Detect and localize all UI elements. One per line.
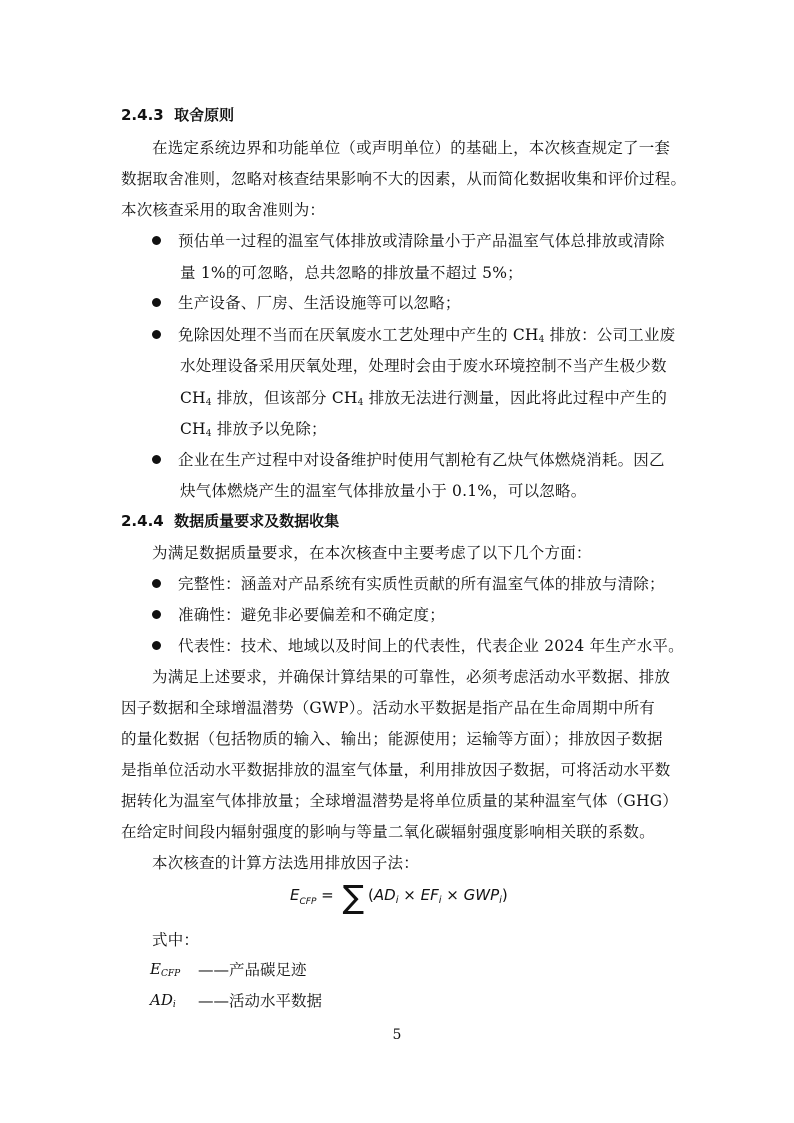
bullet-icon — [152, 455, 161, 464]
section-number: 2.4.4 — [121, 512, 164, 530]
bullet-text: 准确性：避免非必要偏差和不确定度； — [178, 606, 445, 624]
subscript: 4 — [357, 398, 364, 408]
bullet-icon — [152, 330, 161, 339]
section-heading-2-4-3 — [121, 104, 234, 125]
formula-symbol: GWP — [463, 886, 500, 904]
formula-subscript: i — [499, 895, 502, 906]
text-run: 排放无法进行测量，因此将此过程中产生的 — [363, 389, 668, 407]
carbon-footprint-formula — [290, 878, 508, 914]
paragraph-line: 据转化为温室气体排放量；全球增温潜势是将单位质量的某种温室气体（GHG） — [121, 792, 678, 810]
paragraph-line: 数据取舍准则，忽略对核查结果影响不大的因素，从而简化数据收集和评价过程。 — [121, 170, 687, 188]
bullet-icon — [152, 298, 161, 307]
definition-symbol — [150, 960, 180, 979]
text-run: CH — [180, 389, 206, 407]
where-label: 式中： — [152, 931, 200, 949]
bullet-text — [178, 323, 675, 345]
text-run: CH — [180, 420, 206, 438]
summation-icon: ∑ — [342, 878, 365, 916]
bullet-icon — [152, 236, 161, 245]
bullet-icon — [152, 579, 161, 588]
paragraph-line: 在选定系统边界和功能单位（或声明单位）的基础上，本次核查规定了一套 — [152, 139, 671, 157]
bullet-text: 水处理设备采用厌氧处理，处理时会由于废水环境控制不当产生极少数 — [180, 357, 667, 375]
formula-symbol: E — [290, 886, 300, 904]
formula-paren: ) — [501, 886, 508, 904]
text-run: 排放，但该部分 CH — [211, 389, 358, 407]
text-run: 排放：公司工业废 — [544, 326, 676, 344]
bullet-icon — [152, 610, 161, 619]
formula-symbol: AD — [373, 886, 396, 904]
paragraph-line: 的量化数据（包括物质的输入、输出；能源使用；运输等方面）；排放因子数据 — [121, 730, 663, 748]
section-heading-2-4-4 — [121, 510, 339, 531]
paragraph-line: 因子数据和全球增温潜势（GWP）。活动水平数据是指产品在生命周期中所有 — [121, 699, 655, 717]
bullet-text: 生产设备、厂房、生活设施等可以忽略； — [178, 294, 461, 312]
symbol-text: AD — [150, 991, 173, 1009]
symbol-text: E — [150, 960, 161, 978]
subscript: 4 — [205, 398, 212, 408]
paragraph-line: 为满足数据质量要求，在本次核查中主要考虑了以下几个方面： — [152, 544, 592, 562]
paragraph-line: 本次核查的计算方法选用排放因子法： — [152, 854, 419, 872]
bullet-text: 企业在生产过程中对设备维护时使用气割枪有乙炔气体燃烧消耗。因乙 — [178, 451, 665, 469]
definition-description: ——产品碳足迹 — [198, 961, 307, 979]
bullet-text: 预估单一过程的温室气体排放或清除量小于产品温室气体总排放或清除 — [178, 232, 665, 250]
formula-symbol: EF — [420, 886, 439, 904]
section-number: 2.4.3 — [121, 106, 164, 124]
text-run: 免除因处理不当而在厌氧废水工艺处理中产生的 CH — [178, 326, 539, 344]
subscript: 4 — [538, 335, 545, 345]
formula-operator: = — [316, 886, 339, 904]
paragraph-line: 为满足上述要求，并确保计算结果的可靠性，必须考虑活动水平数据、排放 — [152, 668, 671, 686]
bullet-text: 炔气体燃烧产生的温室气体排放量小于 0.1%，可以忽略。 — [180, 482, 587, 500]
formula-paren: ( — [368, 886, 374, 904]
definition-description: ——活动水平数据 — [198, 992, 323, 1010]
formula-operator: × — [398, 886, 421, 904]
bullet-text: 代表性：技术、地域以及时间上的代表性，代表企业 2024 年生产水平。 — [178, 637, 684, 655]
text-run: 排放予以免除； — [211, 420, 327, 438]
section-title: 数据质量要求及数据收集 — [174, 512, 340, 530]
paragraph-line: 本次核查采用的取舍准则为： — [121, 201, 326, 219]
bullet-text: 完整性：涵盖对产品系统有实质性贡献的所有温室气体的排放与清除； — [178, 575, 665, 593]
formula-subscript: i — [438, 895, 442, 906]
formula-operator: × — [441, 886, 464, 904]
bullet-icon — [152, 641, 161, 650]
page-number: 5 — [392, 1027, 402, 1043]
subscript: 4 — [205, 429, 212, 439]
paragraph-line: 在给定时间段内辐射强度的影响与等量二氧化碳辐射强度影响相关联的系数。 — [121, 823, 655, 841]
definition-symbol — [150, 991, 176, 1010]
bullet-text — [180, 417, 327, 439]
paragraph-line: 是指单位活动水平数据排放的温室气体量，利用排放因子数据，可将活动水平数 — [121, 761, 671, 779]
formula-subscript: i — [395, 895, 399, 906]
section-title: 取舍原则 — [174, 106, 235, 124]
symbol-subscript: i — [172, 1000, 176, 1010]
formula-subscript: CFP — [299, 897, 317, 907]
bullet-text: 量 1%的可忽略，总共忽略的排放量不超过 5%； — [180, 264, 523, 282]
symbol-subscript: CFP — [160, 969, 181, 979]
bullet-text — [180, 386, 667, 408]
